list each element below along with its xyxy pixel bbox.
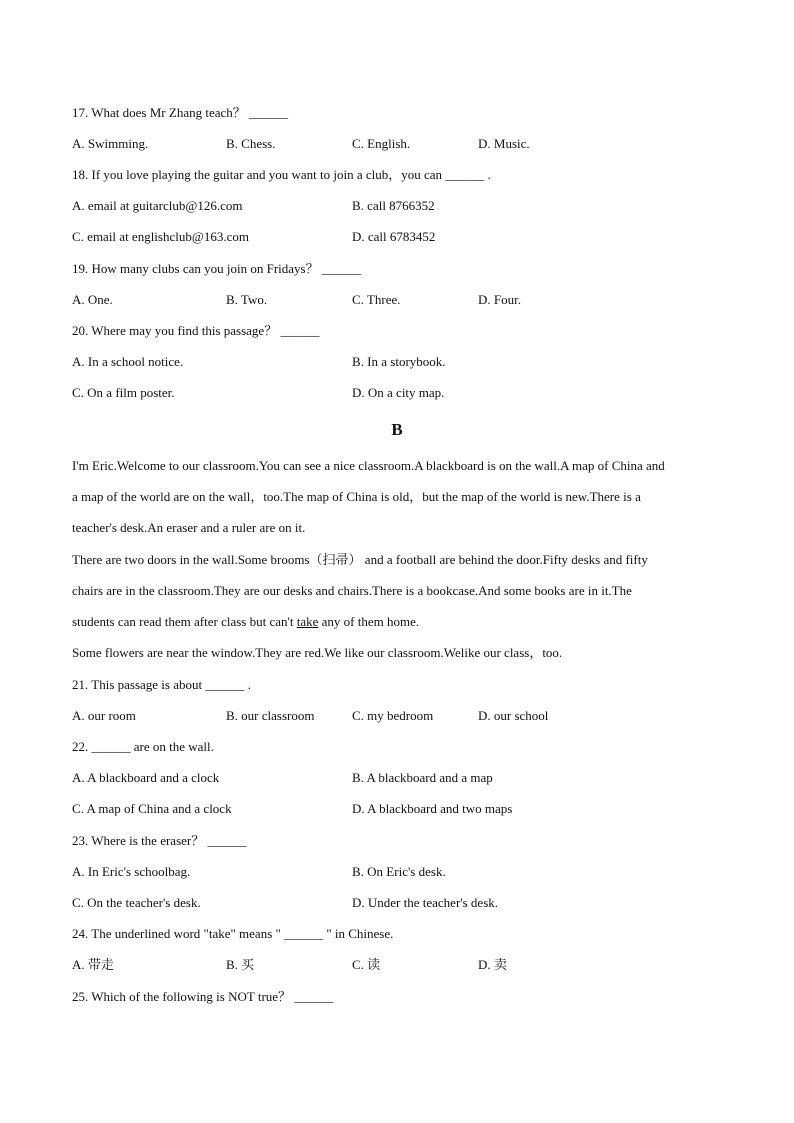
passage-line-4: There are two doors in the wall.Some brooms（扫帚） and a football are behind the door.Fifty desks and fifty [72,552,648,567]
question-17: 17. What does Mr Zhang teach？ ______ [72,105,289,120]
passage-line-6-end: any of them home. [318,614,420,629]
question-21: 21. This passage is about ______ . [72,677,251,692]
q23-option-d: D. Under the teacher's desk. [352,895,499,910]
q20-option-d: D. On a city map. [352,385,445,400]
q19-option-d: D. Four. [478,292,521,307]
question-24: 24. The underlined word "take" means " ______ " in Chinese. [72,926,394,941]
passage-line-6 [72,614,419,630]
q22-option-a: A. A blackboard and a clock [72,770,220,785]
passage-line-5: chairs are in the classroom.They are our desks and chairs.There is a bookcase.And some books are in it.The [72,583,632,598]
q18-option-b: B. call 8766352 [352,198,435,213]
q20-option-a: A. In a school notice. [72,354,184,369]
q24-option-c: C. 读 [352,957,381,972]
q23-option-b: B. On Eric's desk. [352,864,446,879]
q19-option-b: B. Two. [226,292,268,307]
passage-line-6-start: students can read them after class but can't [72,614,297,629]
q17-option-b: B. Chess. [226,136,276,151]
q21-option-d: D. our school [478,708,549,723]
passage-line-2: a map of the world are on the wall，too.The map of China is old，but the map of the world is new.There is a [72,489,641,504]
q18-option-c: C. email at englishclub@163.com [72,229,249,244]
question-22: 22. ______ are on the wall. [72,739,214,754]
q22-option-b: B. A blackboard and a map [352,770,493,785]
q17-option-d: D. Music. [478,136,530,151]
q17-option-c: C. English. [352,136,411,151]
q21-option-c: C. my bedroom [352,708,434,723]
question-19: 19. How many clubs can you join on Fridays？ ______ [72,261,361,276]
q23-option-c: C. On the teacher's desk. [72,895,201,910]
underlined-word-take: take [296,614,319,629]
q18-option-d: D. call 6783452 [352,229,436,244]
q24-option-d: D. 卖 [478,957,507,972]
section-b-title: B [391,420,403,439]
q20-option-c: C. On a film poster. [72,385,175,400]
q21-option-b: B. our classroom [226,708,315,723]
q21-option-a: A. our room [72,708,136,723]
passage-line-1: I'm Eric.Welcome to our classroom.You can see a nice classroom.A blackboard is on the wall.A map of China and [72,458,665,473]
question-18: 18. If you love playing the guitar and you want to join a club，you can ______ . [72,167,491,182]
q23-option-a: A. In Eric's schoolbag. [72,864,191,879]
question-20: 20. Where may you find this passage？ ______ [72,323,320,338]
q18-option-a: A. email at guitarclub@126.com [72,198,243,213]
passage-line-3: teacher's desk.An eraser and a ruler are on it. [72,520,306,535]
q22-option-d: D. A blackboard and two maps [352,801,513,816]
q19-option-a: A. One. [72,292,113,307]
q24-option-a: A. 带走 [72,957,114,972]
question-25: 25. Which of the following is NOT true？ ______ [72,989,334,1004]
q24-option-b: B. 买 [226,957,255,972]
passage-line-7: Some flowers are near the window.They are red.We like our classroom.Welike our class，too. [72,645,563,660]
q17-option-a: A. Swimming. [72,136,149,151]
q22-option-c: C. A map of China and a clock [72,801,232,816]
q19-option-c: C. Three. [352,292,401,307]
q20-option-b: B. In a storybook. [352,354,446,369]
question-23: 23. Where is the eraser？ ______ [72,833,247,848]
